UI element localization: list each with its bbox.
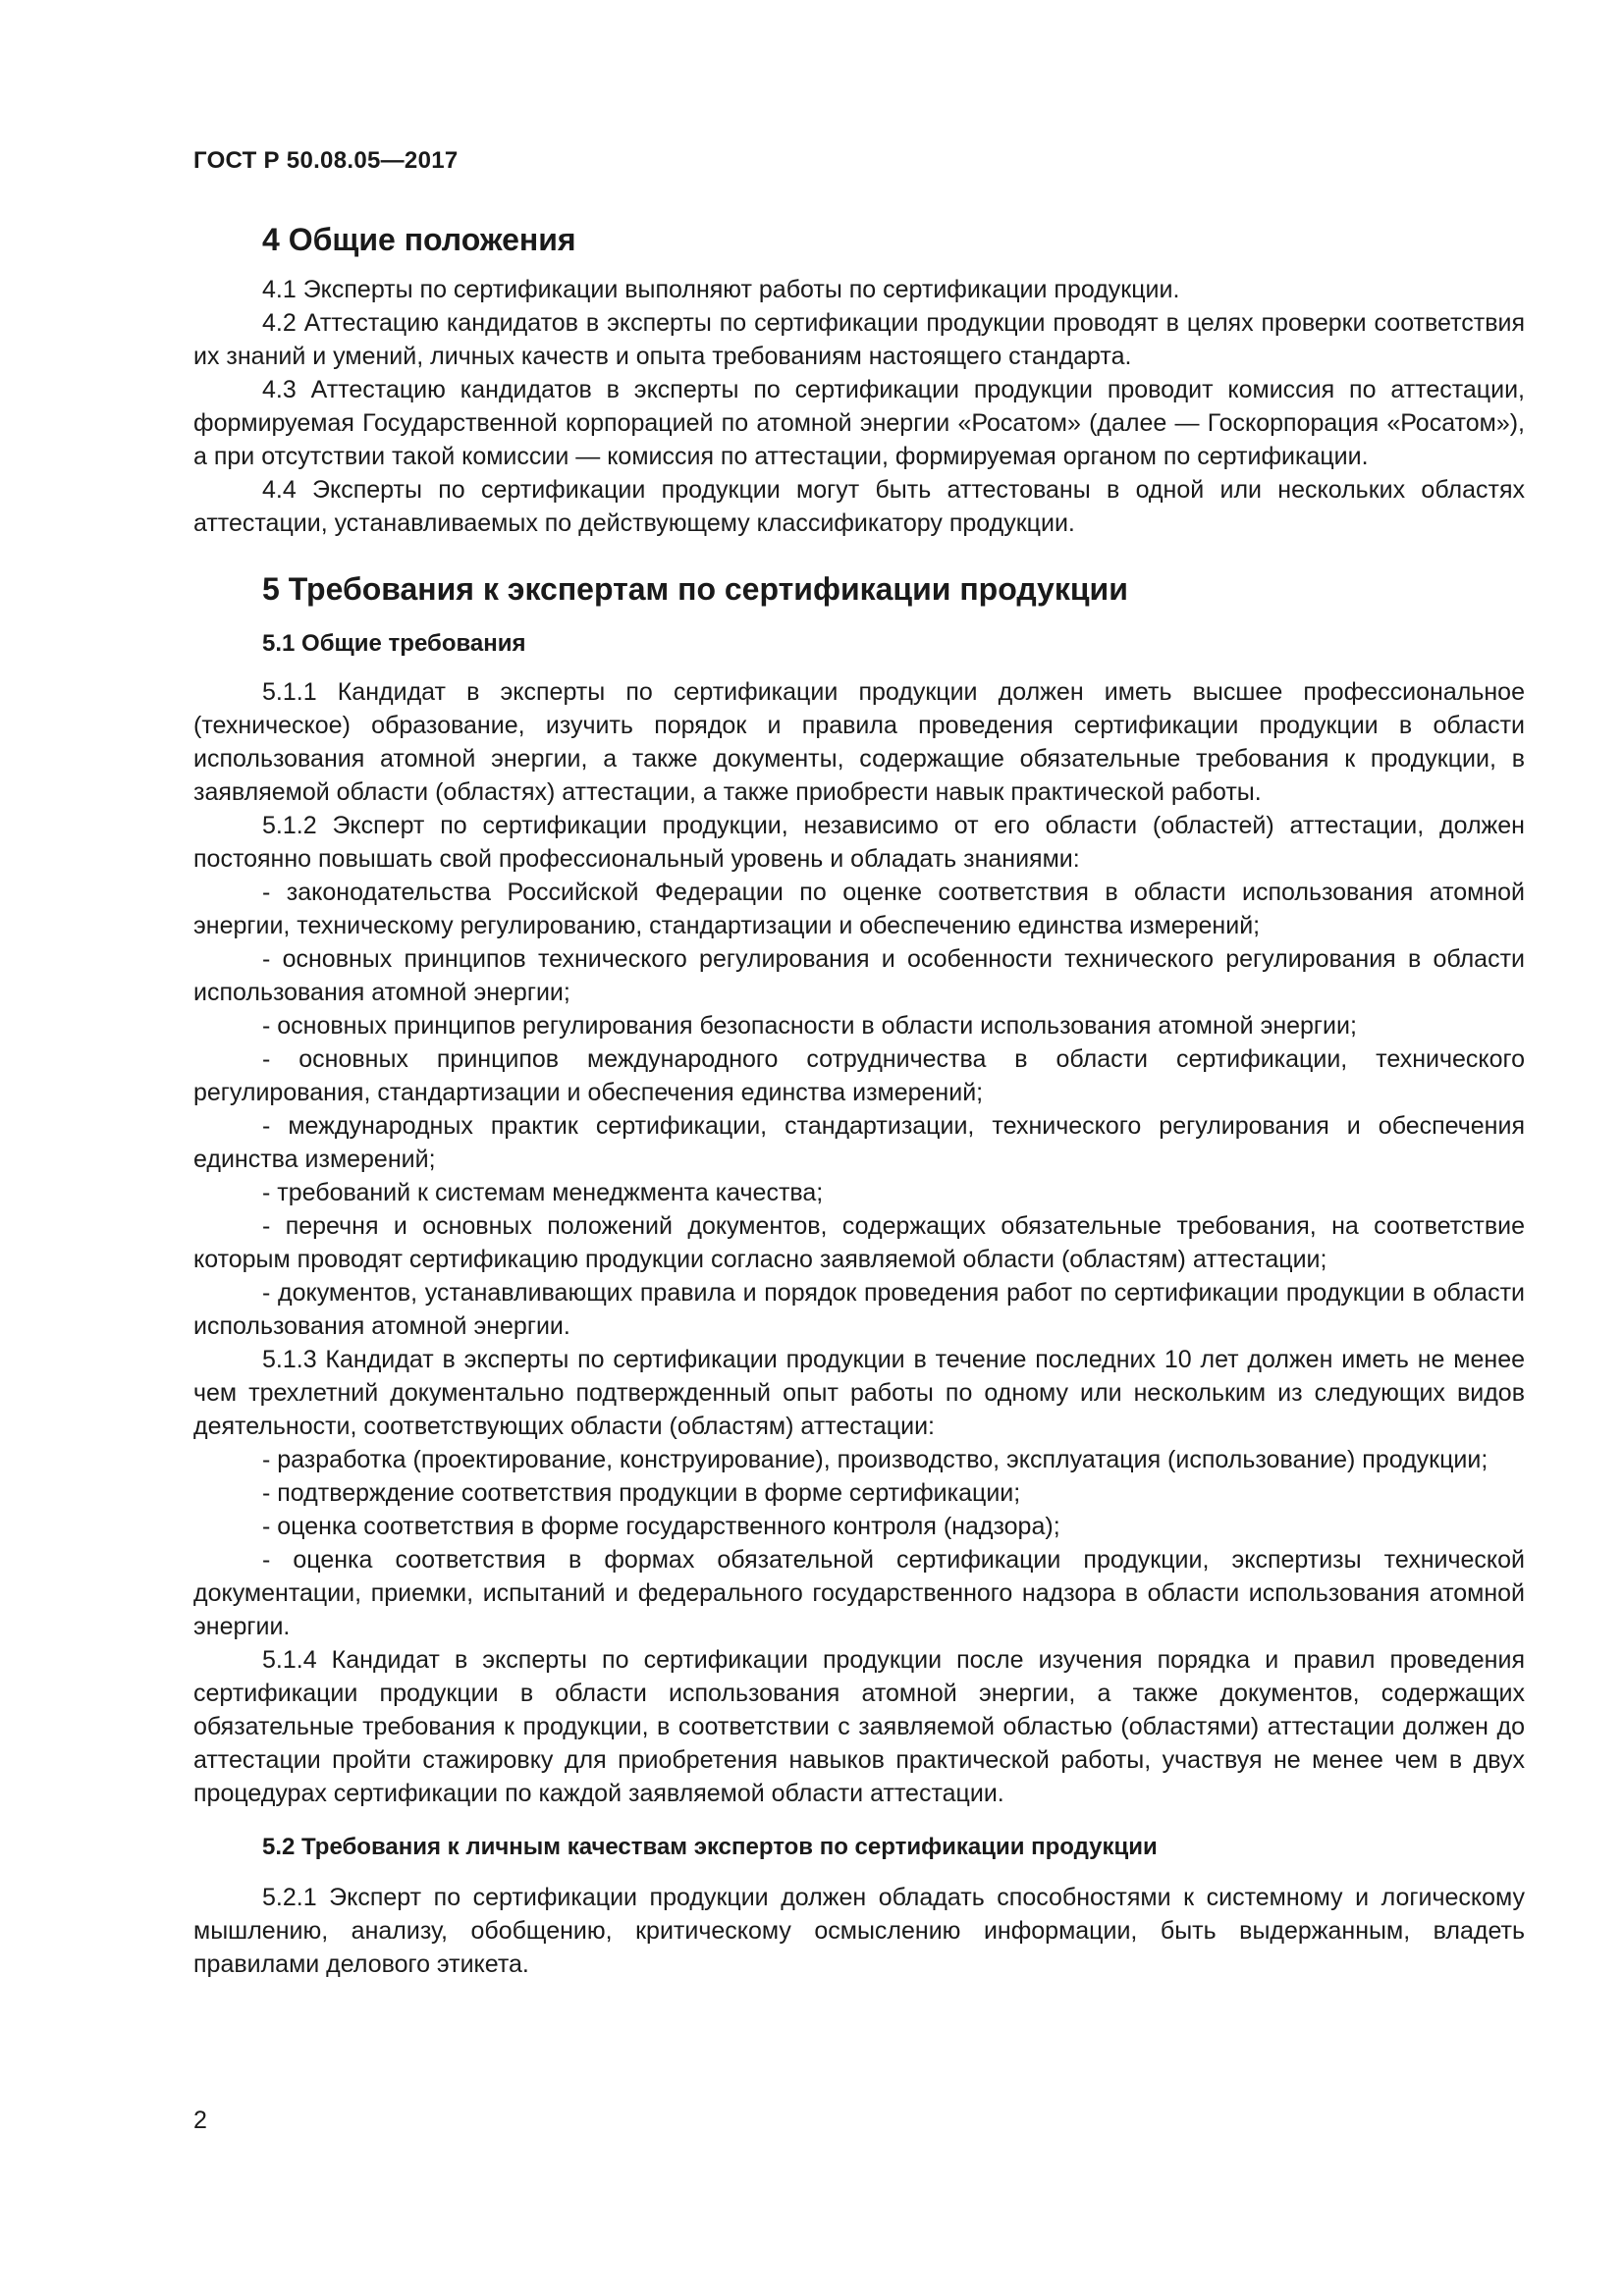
paragraph-5-2-1: 5.2.1 Эксперт по сертификации продукции должен обладать способностями к системному и логическому мышлению, анализу, обобщению, критическому осмыслению информации, быть выдержанным, владеть правилами делового этикета. [193, 1884, 1525, 1978]
list-item: - оценка соответствия в форме государственного контроля (надзора); [262, 1513, 1060, 1540]
section-5-title: 5 Требования к экспертам по сертификации продукции [262, 571, 1128, 607]
subsection-5-1-title: 5.1 Общие требования [262, 630, 526, 657]
paragraph-4-4: 4.4 Эксперты по сертификации продукции могут быть аттестованы в одной или нескольких областях аттестации, устанавливаемых по действующему классификатору продукции. [193, 476, 1525, 537]
paragraph-4-1: 4.1 Эксперты по сертификации выполняют работы по сертификации продукции. [262, 276, 1180, 303]
list-item: - законодательства Российской Федерации по оценке соответствия в области использования атомной энергии, техническому регулированию, стандартизации и обеспечению единства измерений; [193, 879, 1525, 939]
paragraph-4-3: 4.3 Аттестацию кандидатов в эксперты по сертификации продукции проводит комиссия по аттестации, формируемая Государственной корпорацией по атомной энергии «Росатом» (далее — Госкорпорация «Росатом»), а при отсутствии такой комиссии — комиссия по аттестации, формируемая органом по сертификации. [193, 376, 1525, 470]
paragraph-5-1-3: 5.1.3 Кандидат в эксперты по сертификации продукции в течение последних 10 лет должен иметь не менее чем трехлетний документально подтвержденный опыт работы по одному или нескольким из следующих видов деятельности, соответствующих области (областям) аттестации: [193, 1346, 1525, 1440]
list-item: - основных принципов технического регулирования и особенности технического регулирования в области использования атомной энергии; [193, 945, 1525, 1006]
subsection-5-1-body [193, 675, 1525, 1810]
list-item: - основных принципов регулирования безопасности в области использования атомной энергии; [262, 1012, 1357, 1040]
paragraph-4-2: 4.2 Аттестацию кандидатов в эксперты по сертификации продукции проводят в целях проверки соответствия их знаний и умений, личных качеств и опыта требованиям настоящего стандарта. [193, 309, 1525, 370]
paragraph-5-1-2: 5.1.2 Эксперт по сертификации продукции, независимо от его области (областей) аттестации, должен постоянно повышать свой профессиональный уровень и обладать знаниями: [193, 812, 1525, 873]
list-item: - разработка (проектирование, конструирование), производство, эксплуатация (использование) продукции; [262, 1446, 1489, 1473]
document-header: ГОСТ Р 50.08.05—2017 [193, 147, 459, 174]
subsection-5-2-title: 5.2 Требования к личным качествам экспертов по сертификации продукции [262, 1834, 1158, 1860]
list-item: - документов, устанавливающих правила и порядок проведения работ по сертификации продукции в области использования атомной энергии. [193, 1279, 1525, 1340]
paragraph-5-1-4: 5.1.4 Кандидат в эксперты по сертификации продукции после изучения порядка и правил проведения сертификации продукции в области использования атомной энергии, а также документов, содержащих обязательные требования к продукции, в соответствии с заявляемой областью (областями) аттестации должен до аттестации пройти стажировку для приобретения навыков практической работы, участвуя не менее чем в двух процедурах сертификации по каждой заявляемой области аттестации. [193, 1646, 1525, 1807]
list-item: - оценка соответствия в формах обязательной сертификации продукции, экспертизы технической документации, приемки, испытаний и федерального государственного надзора в области использования атомной энергии. [193, 1546, 1525, 1640]
document-body [193, 220, 1525, 1981]
list-item: - требований к системам менеджмента качества; [262, 1179, 824, 1206]
list-item: - международных практик сертификации, стандартизации, технического регулирования и обеспечения единства измерений; [193, 1112, 1525, 1173]
paragraph-5-1-1: 5.1.1 Кандидат в эксперты по сертификации продукции должен иметь высшее профессиональное (техническое) образование, изучить порядок и правила проведения сертификации продукции в области использования атомной энергии, а также документы, содержащие обязательные требования к продукции, в заявляемой области (областях) аттестации, а также приобрести навык практической работы. [193, 678, 1525, 806]
list-item: - подтверждение соответствия продукции в форме сертификации; [262, 1479, 1021, 1507]
page-number: 2 [193, 2107, 207, 2134]
section-4-body [193, 273, 1525, 540]
list-item: - основных принципов международного сотрудничества в области сертификации, технического регулирования, стандартизации и обеспечения единства измерений; [193, 1045, 1525, 1106]
subsection-5-2-body [193, 1881, 1525, 1981]
section-4-title: 4 Общие положения [262, 222, 576, 257]
list-item: - перечня и основных положений документов, содержащих обязательные требования, на соответствие которым проводят сертификацию продукции согласно заявляемой области (областям) аттестации; [193, 1212, 1525, 1273]
